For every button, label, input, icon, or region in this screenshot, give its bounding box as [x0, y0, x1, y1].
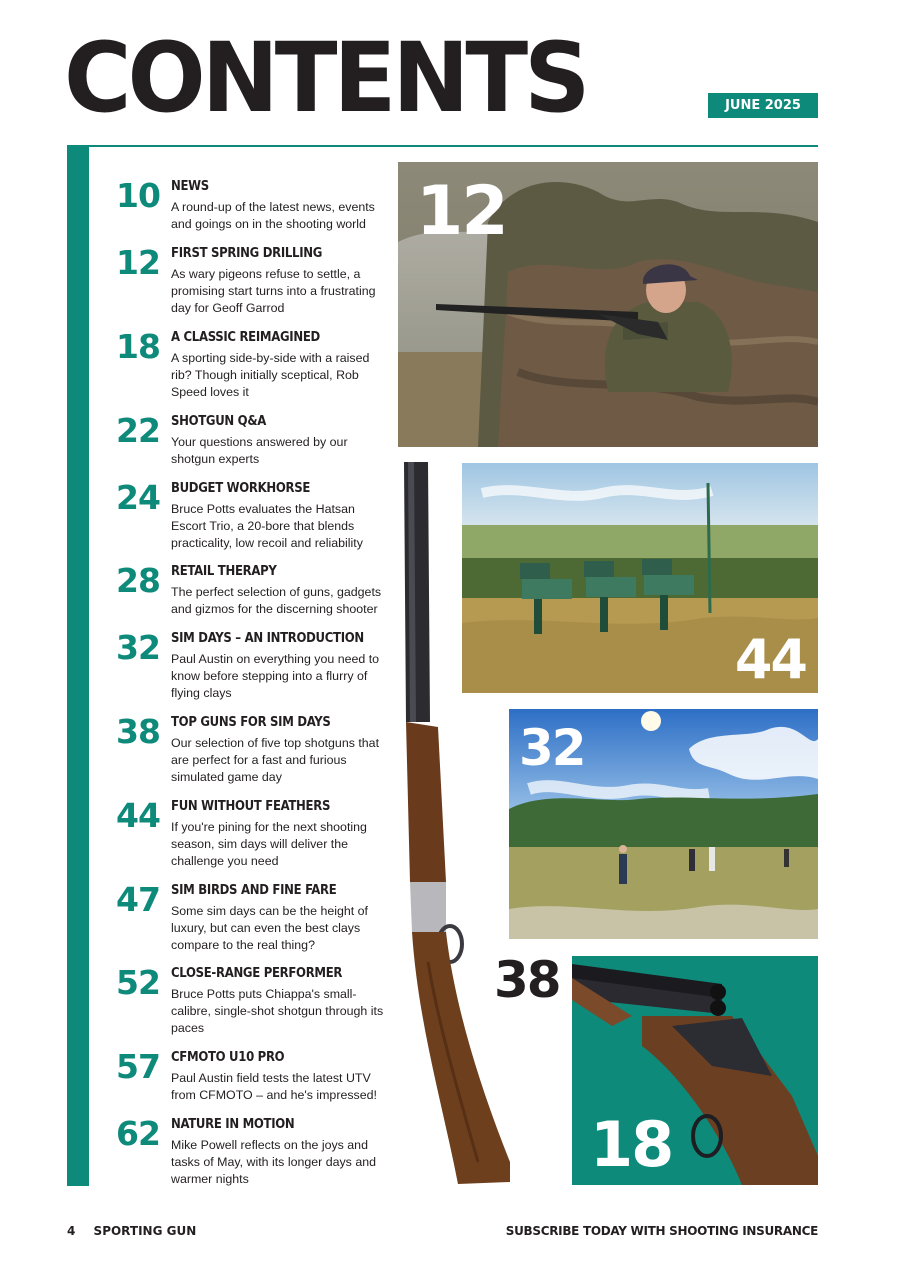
toc-page-number: 24	[116, 478, 160, 517]
toc-page-number: 38	[116, 712, 160, 751]
toc-description: A sporting side-by-side with a raised rib? Though initially sceptical, Rob Speed loves it	[171, 351, 370, 399]
toc-description: Mike Powell reflects on the joys and tasks of May, with its longer days and warmer nights	[171, 1138, 376, 1186]
toc-heading: SIM BIRDS AND FINE FARE	[171, 883, 337, 898]
toc-description: Paul Austin on everything you need to know before stepping into a flurry of flying clays	[171, 652, 380, 700]
toc-page-number: 52	[116, 963, 160, 1002]
photo-page-number: 18	[590, 1108, 673, 1181]
toc-description: If you're pining for the next shooting season, sim days will deliver the challenge you need	[171, 820, 367, 868]
toc-description: Your questions answered by our shotgun experts	[171, 435, 348, 466]
toc-heading: RETAIL THERAPY	[171, 564, 277, 579]
toc-description: A round-up of the latest news, events and goings on in the shooting world	[171, 200, 375, 231]
toc-description: Our selection of five top shotguns that are perfect for a fast and furious simulated game day	[171, 736, 380, 784]
footer-page-number: 4	[67, 1224, 76, 1238]
toc-heading: SHOTGUN Q&A	[171, 414, 266, 429]
toc-page-number: 62	[116, 1114, 160, 1153]
side-by-side-shotgun-photo[interactable]	[572, 956, 818, 1185]
toc-page-number: 12	[116, 243, 160, 282]
toc-description: Paul Austin field tests the latest UTV from CFMOTO – and he's impressed!	[171, 1071, 377, 1102]
toc-heading: NEWS	[171, 179, 209, 194]
toc-heading: FUN WITHOUT FEATHERS	[171, 799, 331, 814]
toc-heading: FIRST SPRING DRILLING	[171, 246, 323, 261]
photo-page-number: 44	[734, 628, 806, 691]
toc-description: Bruce Potts puts Chiappa's small-calibre, single-shot shotgun through its paces	[171, 987, 384, 1035]
toc-page-number: 28	[116, 561, 160, 600]
toc-heading: CFMOTO U10 PRO	[171, 1050, 285, 1065]
page-title: CONTENTS	[64, 21, 587, 134]
accent-side-bar	[67, 146, 89, 1186]
toc-description: Bruce Potts evaluates the Hatsan Escort Trio, a 20-bore that blends practicality, low recoil and reliability	[171, 502, 363, 550]
toc-page-number: 32	[116, 628, 160, 667]
header-rule	[67, 145, 818, 147]
toc-page-number: 18	[116, 327, 160, 366]
photo-page-number: 12	[416, 172, 507, 251]
photo-page-number: 32	[519, 719, 585, 777]
overunder-page-number: 38	[494, 951, 560, 1009]
toc-heading: BUDGET WORKHORSE	[171, 481, 311, 496]
toc-heading: SIM DAYS – AN INTRODUCTION	[171, 631, 364, 646]
issue-date-badge: JUNE 2025	[708, 93, 818, 118]
toc-description: As wary pigeons refuse to settle, a promising start turns into a frustrating day for Geoff Garrod	[171, 267, 376, 315]
toc-description: The perfect selection of guns, gadgets and gizmos for the discerning shooter	[171, 585, 382, 616]
sim-day-field-photo[interactable]	[509, 709, 818, 939]
footer-magazine-name: SPORTING GUN	[93, 1224, 197, 1238]
footer-left	[67, 1224, 210, 1238]
toc-heading: CLOSE-RANGE PERFORMER	[171, 966, 343, 981]
toc-heading: TOP GUNS FOR SIM DAYS	[171, 715, 331, 730]
hunter-in-hide-photo[interactable]	[398, 162, 818, 447]
over-under-shotgun-photo[interactable]	[398, 462, 518, 1186]
toc-page-number: 47	[116, 880, 160, 919]
footer-promo-link[interactable]: SUBSCRIBE TODAY WITH SHOOTING INSURANCE	[505, 1224, 818, 1238]
toc-page-number: 10	[116, 176, 160, 215]
toc-page-number: 22	[116, 411, 160, 450]
toc-heading: NATURE IN MOTION	[171, 1117, 295, 1132]
toc-page-number: 44	[116, 796, 160, 835]
toc-description: Some sim days can be the height of luxury, but can even the best clays compare to the real thing?	[171, 904, 368, 952]
toc-heading: A CLASSIC REIMAGINED	[171, 330, 320, 345]
over-under-shotgun-illustration	[398, 462, 518, 1186]
toc-page-number: 57	[116, 1047, 160, 1086]
